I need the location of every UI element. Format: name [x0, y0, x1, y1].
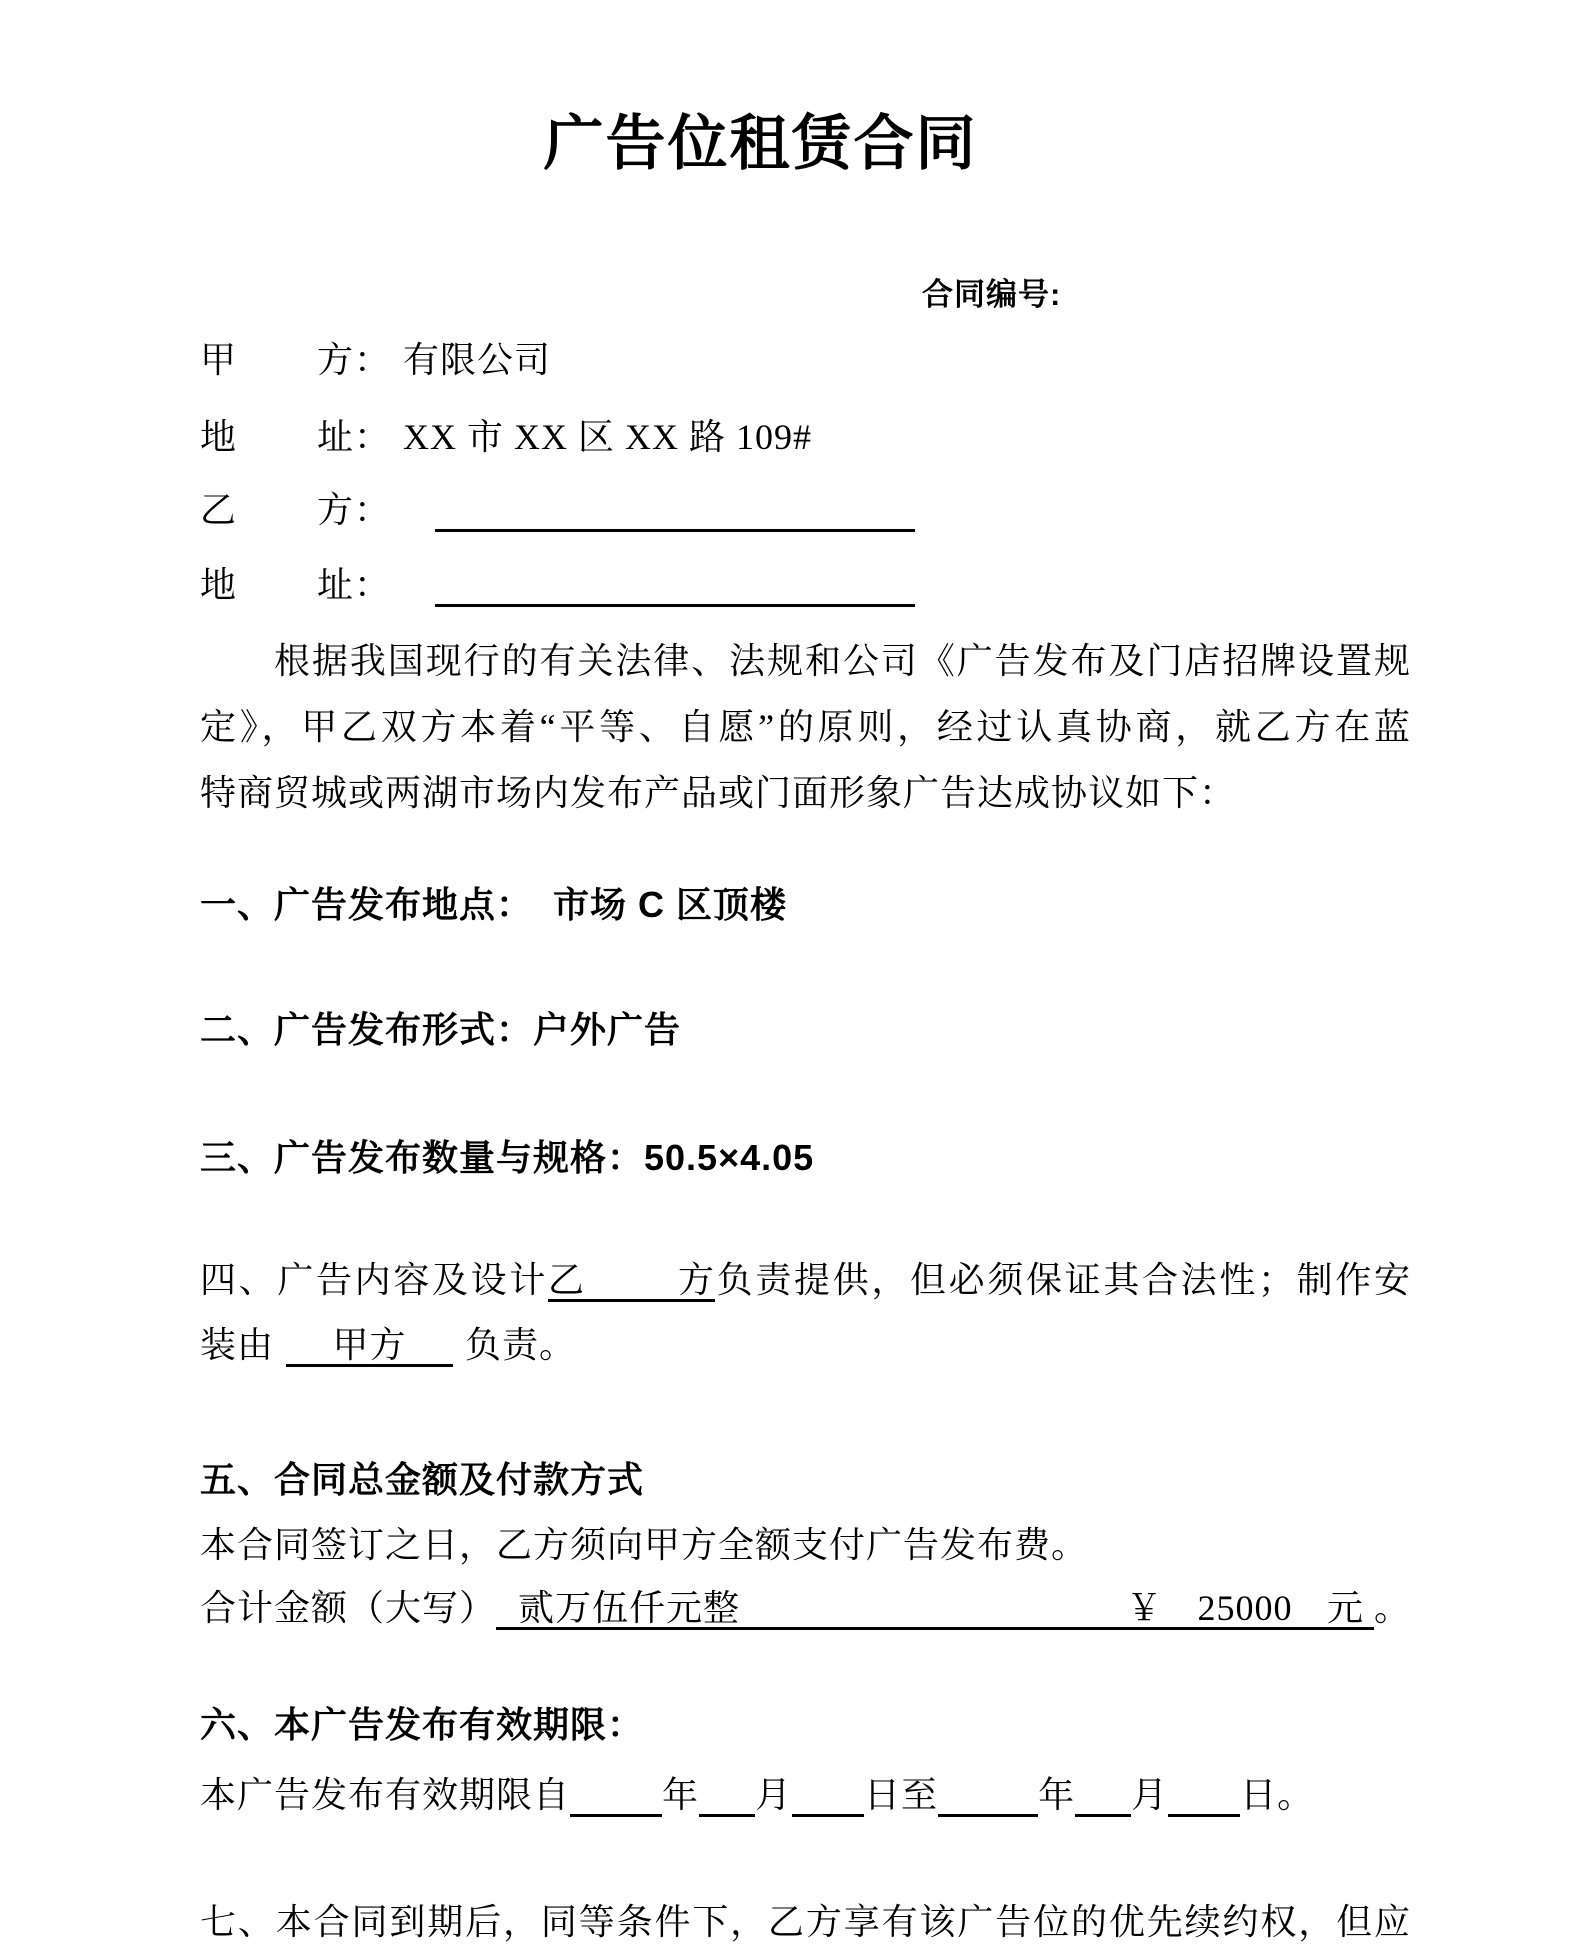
contract-number-label: 合同编号: [922, 277, 1062, 312]
party-label-char: 址 [316, 417, 354, 457]
party-colon: ： [354, 417, 392, 457]
section-1-heading [200, 883, 1411, 927]
date-unit: 月 [755, 1775, 793, 1815]
currency-symbol: ￥ [1126, 1588, 1164, 1628]
section-4-text: 四、广告内容及设计 [200, 1260, 548, 1300]
party-row-address-1 [200, 415, 1411, 459]
amount-digits: 25000 [1197, 1588, 1293, 1628]
preamble-line-2: 定》，甲乙双方本着“平等、自愿”的原则，经过认真协商，就乙方在蓝 [200, 707, 1411, 747]
party-row-address-2 [200, 563, 1411, 607]
section-1-label: 一、广告发布地点： [200, 884, 534, 925]
fill-in-blank-end-month[interactable] [1075, 1775, 1131, 1817]
validity-period-text: 本广告发布有效期限自 [200, 1775, 571, 1815]
party-colon: ： [354, 340, 392, 380]
period-mark: 。 [1374, 1588, 1412, 1628]
fill-in-blank-party-name[interactable] [435, 490, 915, 532]
preamble-line-3: 特商贸城或两湖市场内发布产品或门面形象广告达成协议如下： [200, 773, 1237, 813]
fill-in-blank-responsible-party-2[interactable]: 甲方 [286, 1325, 453, 1367]
party-label-char: 乙 [200, 490, 238, 530]
section-7-line-1: 七、本合同到期后，同等条件下，乙方享有该广告位的优先续约权，但应 [200, 1902, 1411, 1942]
contract-number-row [200, 273, 1411, 317]
section-2-label: 二、广告发布形式： [200, 1009, 534, 1050]
date-unit: 日至 [864, 1775, 939, 1815]
party-label-char: 址 [316, 565, 354, 605]
section-2-heading [200, 1008, 1411, 1052]
party-value: 有限公司 [403, 340, 552, 380]
section-4-text: 负责提供，但必须保证其合法性；制作安 [715, 1260, 1411, 1300]
party-label [200, 415, 354, 459]
section-3-label: 三、广告发布数量与规格： [200, 1137, 645, 1178]
party-label-char: 地 [200, 565, 238, 605]
fill-in-blank-amount-in-digits[interactable] [1116, 1588, 1374, 1630]
total-amount-label: 合计金额（大写） [200, 1588, 497, 1628]
section-6-body [200, 1773, 1411, 1817]
party-row-jiafang [200, 338, 1411, 382]
section-2-value: 户外广告 [533, 1009, 682, 1050]
section-4-line-1 [200, 1258, 1411, 1302]
party-label [200, 563, 354, 607]
section-5-body-line-2 [200, 1586, 1411, 1630]
date-unit: 年 [662, 1775, 700, 1815]
preamble-line-1: 根据我国现行的有关法律、法规和公司《广告发布及门店招牌设置规 [274, 641, 1411, 681]
party-colon: ： [354, 565, 392, 605]
currency-unit: 元 [1327, 1588, 1365, 1628]
fill-in-blank-party-address[interactable] [435, 565, 915, 607]
section-3-value: 50.5×4.05 [644, 1137, 815, 1178]
date-unit: 月 [1131, 1775, 1169, 1815]
fill-in-blank-start-year[interactable] [570, 1775, 662, 1817]
party-label-char: 方 [316, 340, 354, 380]
party-label-char: 甲 [200, 340, 238, 380]
section-5-heading: 五、合同总金额及付款方式 [200, 1459, 645, 1500]
party-label [200, 338, 354, 382]
section-4-text: 装由 [200, 1325, 275, 1365]
section-4-line-2 [200, 1323, 1411, 1367]
party-label [200, 488, 354, 532]
party-label-char: 方 [316, 490, 354, 530]
date-unit: 年 [1038, 1775, 1076, 1815]
fill-in-blank-start-day[interactable] [792, 1775, 864, 1817]
party-label-char: 地 [200, 417, 238, 457]
fill-in-blank-end-year[interactable] [938, 1775, 1038, 1817]
party-colon: ： [354, 490, 392, 530]
preamble-paragraph [200, 628, 1411, 826]
date-unit: 日。 [1240, 1775, 1315, 1815]
section-1-value: 市场 C 区顶楼 [553, 884, 788, 925]
section-4-text: 负责。 [465, 1325, 577, 1365]
fill-in-blank-amount-in-words[interactable]: 贰万伍仟元整 [496, 1588, 1116, 1630]
fill-in-blank-responsible-party-1[interactable]: 乙方 [548, 1260, 715, 1300]
party-row-yifang [200, 488, 1411, 532]
document-title: 广告位租赁合同 [543, 110, 978, 177]
section-3-heading [200, 1136, 1411, 1180]
section-6-heading: 六、本广告发布有效期限： [200, 1704, 645, 1745]
party-value: XX 市 XX 区 XX 路 109# [403, 417, 813, 457]
section-5-body-line-1: 本合同签订之日，乙方须向甲方全额支付广告发布费。 [200, 1525, 1089, 1565]
fill-in-blank-end-day[interactable] [1168, 1775, 1240, 1817]
fill-in-blank-start-month[interactable] [699, 1775, 755, 1817]
